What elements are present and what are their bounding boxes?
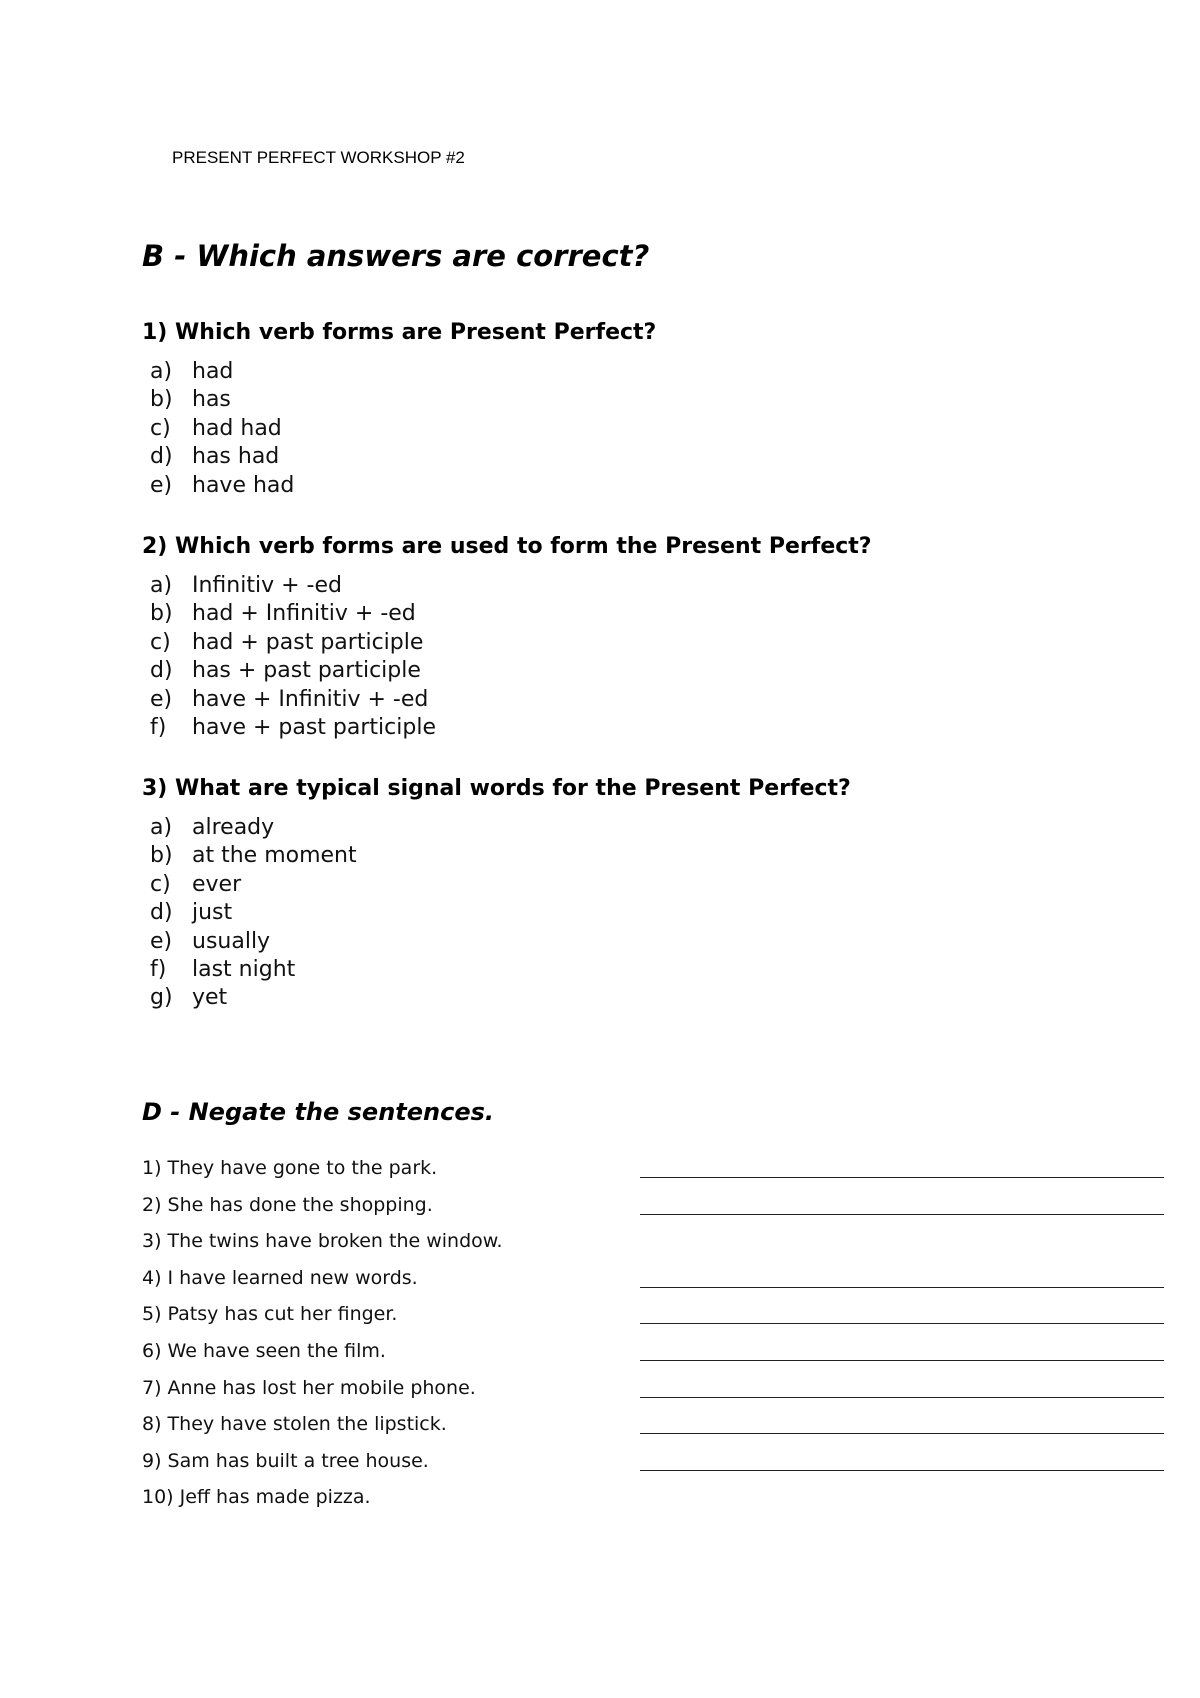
option-item[interactable] (150, 472, 1142, 500)
option-text: at the moment (192, 843, 357, 869)
sentence-row (142, 1443, 1162, 1480)
option-item[interactable] (150, 871, 1142, 899)
option-text: has (192, 387, 231, 413)
option-list (150, 358, 1142, 500)
option-text: had + past participle (192, 629, 424, 655)
sentence-text: 4) I have learned new words. (142, 1266, 418, 1289)
option-letter: c) (150, 871, 171, 897)
option-letter: f) (150, 956, 167, 982)
question-1 (142, 318, 1142, 500)
option-text: usually (192, 928, 271, 954)
option-item[interactable] (150, 899, 1142, 927)
option-item[interactable] (150, 600, 1142, 628)
option-letter: f) (150, 714, 167, 740)
option-item[interactable] (150, 814, 1142, 842)
option-item[interactable] (150, 842, 1142, 870)
answer-line[interactable] (640, 1433, 1164, 1434)
option-letter: c) (150, 629, 171, 655)
option-item[interactable] (150, 714, 1142, 742)
option-item[interactable] (150, 686, 1142, 714)
sentence-text: 5) Patsy has cut her finger. (142, 1303, 398, 1326)
option-item[interactable] (150, 415, 1142, 443)
option-item[interactable] (150, 629, 1142, 657)
question-title: 2) Which verb forms are used to form the Present Perfect? (142, 534, 872, 559)
option-letter: a) (150, 815, 173, 840)
sentence-text: 1) They have gone to the park. (142, 1157, 438, 1179)
sentence-row (142, 1370, 1162, 1407)
question-3 (142, 774, 1142, 1013)
answer-line[interactable] (640, 1214, 1164, 1215)
section-d-title: D - Negate the sentences. (142, 1098, 495, 1126)
answer-line[interactable] (640, 1177, 1164, 1178)
sentence-text: 7) Anne has lost her mobile phone. (142, 1376, 476, 1399)
option-letter: e) (150, 686, 173, 712)
sentence-text: 3) The twins have broken the window. (142, 1230, 503, 1253)
option-text: just (192, 900, 233, 926)
option-item[interactable] (150, 572, 1142, 600)
section-b-title: B - Which answers are correct? (142, 239, 650, 273)
option-item[interactable] (150, 928, 1142, 956)
option-text: have had (192, 472, 295, 498)
option-text: had + Infinitiv + -ed (192, 601, 416, 627)
question-title: 1) Which verb forms are Present Perfect? (142, 320, 657, 345)
option-item[interactable] (150, 386, 1142, 414)
option-item[interactable] (150, 956, 1142, 984)
option-text: already (192, 815, 275, 840)
option-text: last night (192, 956, 296, 982)
option-text: had (192, 359, 234, 384)
option-letter: b) (150, 601, 173, 627)
option-item[interactable] (150, 443, 1142, 471)
option-letter: d) (150, 658, 173, 684)
option-item[interactable] (150, 358, 1142, 386)
option-letter: b) (150, 843, 173, 869)
option-letter: b) (150, 387, 173, 413)
option-letter: e) (150, 928, 173, 954)
option-letter: a) (150, 573, 173, 598)
option-text: yet (192, 985, 228, 1011)
sentence-row (142, 1406, 1162, 1443)
option-letter: g) (150, 985, 173, 1011)
sentence-row (142, 1150, 1162, 1187)
option-letter: a) (150, 359, 173, 384)
option-text: have + Infinitiv + -ed (192, 686, 429, 712)
sentence-text: 8) They have stolen the lipstick. (142, 1413, 447, 1436)
page-header-title: PRESENT PERFECT WORKSHOP #2 (172, 148, 465, 167)
option-text: Infinitiv + -ed (192, 573, 342, 598)
answer-line[interactable] (640, 1323, 1164, 1324)
question-title: 3) What are typical signal words for the Present Perfect? (142, 776, 851, 801)
sentence-row (142, 1260, 1162, 1297)
option-list (150, 572, 1142, 742)
answer-line[interactable] (640, 1287, 1164, 1288)
sentence-list (142, 1150, 1162, 1516)
sentence-row (142, 1296, 1162, 1333)
answer-line[interactable] (640, 1360, 1164, 1361)
answer-line[interactable] (640, 1470, 1164, 1471)
question-2 (142, 532, 1142, 742)
sentence-text: 6) We have seen the film. (142, 1339, 386, 1362)
option-list (150, 814, 1142, 1013)
sentence-text: 2) She has done the shopping. (142, 1193, 433, 1216)
sentence-text: 10) Jeff has made pizza. (142, 1486, 371, 1509)
option-letter: d) (150, 900, 173, 926)
option-text: had had (192, 415, 282, 441)
option-text: has + past participle (192, 658, 421, 684)
option-item[interactable] (150, 984, 1142, 1012)
option-letter: e) (150, 472, 173, 498)
sentence-row (142, 1479, 1162, 1516)
sentence-row (142, 1223, 1162, 1260)
option-letter: d) (150, 444, 173, 470)
sentence-text: 9) Sam has built a tree house. (142, 1449, 429, 1472)
sentence-row (142, 1333, 1162, 1370)
option-text: has had (192, 444, 280, 470)
option-text: ever (192, 871, 242, 897)
option-item[interactable] (150, 657, 1142, 685)
option-letter: c) (150, 415, 171, 441)
sentence-row (142, 1187, 1162, 1224)
answer-line[interactable] (640, 1397, 1164, 1398)
option-text: have + past participle (192, 714, 436, 740)
